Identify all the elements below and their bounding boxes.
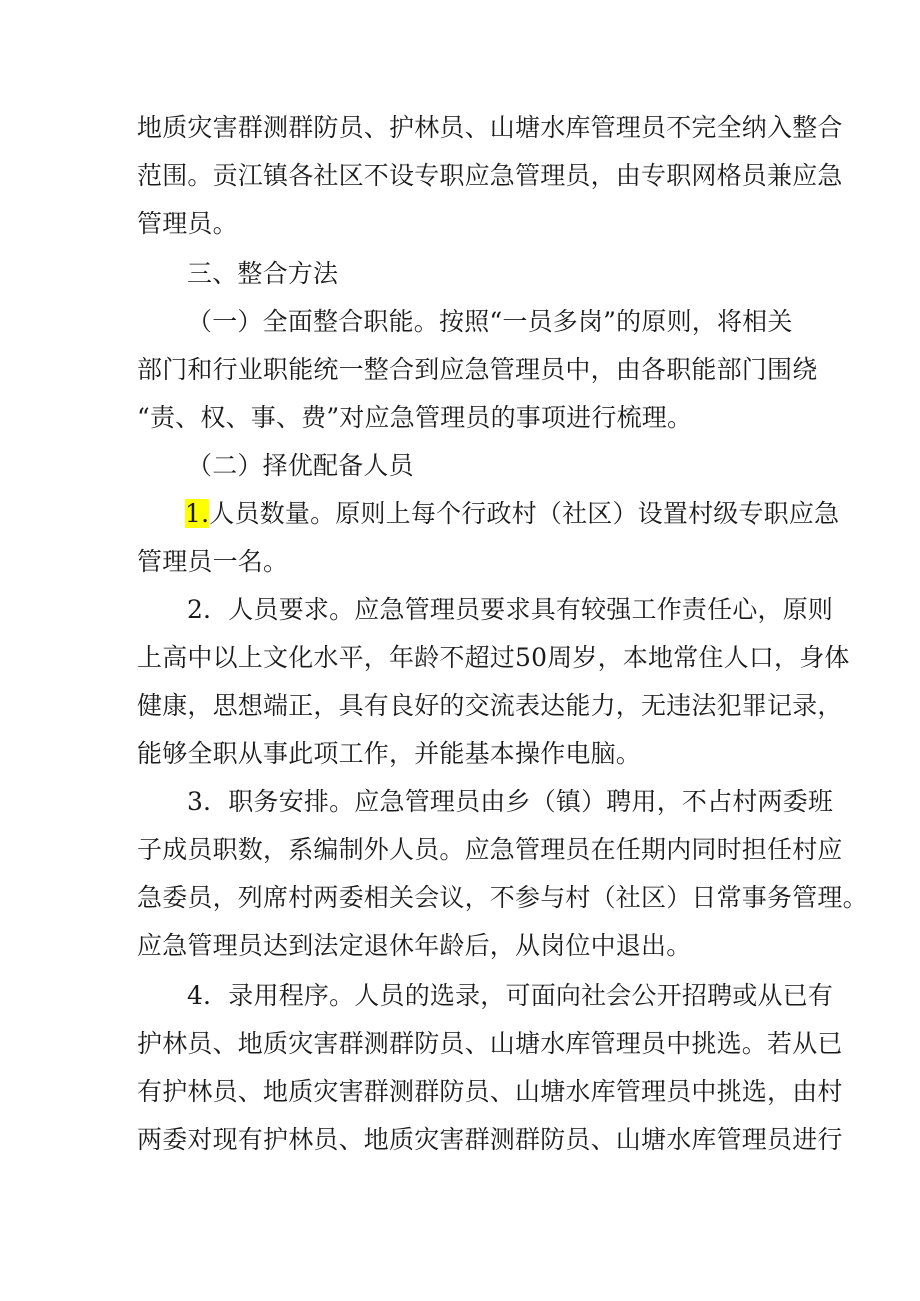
text-line: 健康，思想端正，具有良好的交流表达能力，无违法犯罪记录， — [137, 691, 843, 720]
text-line: 地质灾害群测群防员、护林员、山塘水库管理员不完全纳入整合 — [137, 113, 843, 142]
text-line: 护林员、地质灾害群测群防员、山塘水库管理员中挑选。若从已 — [137, 1029, 843, 1058]
text-line: 上高中以上文化水平，年龄不超过50周岁，本地常住人口，身体 — [137, 643, 850, 672]
text-line: 应急管理员达到法定退休年龄后，从岗位中退出。 — [137, 931, 692, 960]
text-line: 4．录用程序。人员的选录，可面向社会公开招聘或从已有 — [187, 981, 834, 1010]
text-line — [185, 490, 839, 538]
subsection-heading: （二）择优配备人员 — [187, 451, 414, 480]
text-line: 范围。贡江镇各社区不设专职应急管理员，由专职网格员兼应急 — [137, 161, 843, 190]
text-line: 两委对现有护林员、地质灾害群测群防员、山塘水库管理员进行 — [137, 1125, 843, 1154]
text-line: 管理员。 — [137, 209, 238, 238]
text-line: 能够全职从事此项工作，并能基本操作电脑。 — [137, 739, 642, 768]
highlighted-number: 1. — [185, 499, 210, 528]
text-line: 管理员一名。 — [137, 547, 289, 576]
text-span: 人员数量。原则上每个行政村（社区）设置村级专职应急 — [209, 499, 840, 528]
text-line: 2．人员要求。应急管理员要求具有较强工作责任心，原则 — [187, 595, 834, 624]
section-heading: 三、整合方法 — [187, 259, 339, 288]
text-line: “责、权、事、费”对应急管理员的事项进行梳理。 — [137, 403, 693, 432]
text-line: 急委员，列席村两委相关会议，不参与村（社区）日常事务管理。 — [137, 883, 868, 912]
text-line: （一）全面整合职能。按照“一员多岗”的原则，将相关 — [187, 307, 793, 336]
text-line: 3．职务安排。应急管理员由乡（镇）聘用，不占村两委班 — [187, 787, 834, 816]
text-line: 部门和行业职能统一整合到应急管理员中，由各职能部门围绕 — [137, 355, 818, 384]
text-line: 有护林员、地质灾害群测群防员、山塘水库管理员中挑选，由村 — [137, 1077, 843, 1106]
text-line: 子成员职数，系编制外人员。应急管理员在任期内同时担任村应 — [137, 835, 843, 864]
